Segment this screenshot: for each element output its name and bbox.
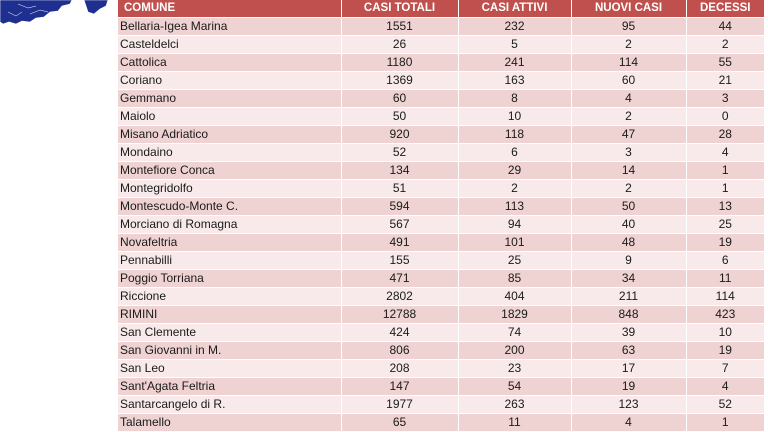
cell-nuovi-casi: 4 (571, 413, 686, 431)
cell-decessi: 1 (686, 161, 764, 179)
cell-decessi: 114 (686, 287, 764, 305)
cell-decessi: 4 (686, 143, 764, 161)
table-row (118, 17, 764, 35)
table-header (118, 0, 764, 17)
cell-casi-totali: 147 (341, 377, 458, 395)
cell-casi-attivi: 1829 (458, 305, 571, 323)
cell-nuovi-casi: 211 (571, 287, 686, 305)
cell-casi-totali: 155 (341, 251, 458, 269)
cell-nuovi-casi: 50 (571, 197, 686, 215)
cell-casi-totali: 1977 (341, 395, 458, 413)
cell-comune: Montegridolfo (118, 179, 341, 197)
table-row (118, 143, 764, 161)
cell-nuovi-casi: 39 (571, 323, 686, 341)
cell-casi-totali: 1369 (341, 71, 458, 89)
cell-decessi: 4 (686, 377, 764, 395)
cell-casi-attivi: 263 (458, 395, 571, 413)
table-row (118, 107, 764, 125)
cell-decessi: 52 (686, 395, 764, 413)
cell-casi-attivi: 118 (458, 125, 571, 143)
cell-casi-totali: 471 (341, 269, 458, 287)
cell-nuovi-casi: 63 (571, 341, 686, 359)
cell-nuovi-casi: 17 (571, 359, 686, 377)
header-decessi: DECESSI (686, 0, 764, 17)
cell-decessi: 21 (686, 71, 764, 89)
cell-casi-totali: 50 (341, 107, 458, 125)
cell-comune: Talamello (118, 413, 341, 431)
table-row (118, 305, 764, 323)
table-row (118, 161, 764, 179)
cell-comune: Novafeltria (118, 233, 341, 251)
cell-comune: Coriano (118, 71, 341, 89)
covid-cases-table (118, 0, 764, 432)
cell-comune: Santarcangelo di R. (118, 395, 341, 413)
cell-decessi: 28 (686, 125, 764, 143)
cell-casi-attivi: 94 (458, 215, 571, 233)
cell-comune: Bellaria-Igea Marina (118, 17, 341, 35)
cell-nuovi-casi: 2 (571, 107, 686, 125)
cell-comune: Poggio Torriana (118, 269, 341, 287)
cell-casi-attivi: 6 (458, 143, 571, 161)
cell-nuovi-casi: 34 (571, 269, 686, 287)
cell-decessi: 19 (686, 233, 764, 251)
cell-casi-attivi: 163 (458, 71, 571, 89)
table-row (118, 35, 764, 53)
table-row (118, 413, 764, 431)
cell-casi-totali: 12788 (341, 305, 458, 323)
cell-comune: RIMINI (118, 305, 341, 323)
cell-comune: Morciano di Romagna (118, 215, 341, 233)
table-row (118, 341, 764, 359)
cell-decessi: 423 (686, 305, 764, 323)
cell-casi-totali: 26 (341, 35, 458, 53)
cell-casi-totali: 594 (341, 197, 458, 215)
cell-nuovi-casi: 2 (571, 35, 686, 53)
cell-comune: Maiolo (118, 107, 341, 125)
cell-decessi: 6 (686, 251, 764, 269)
table-row (118, 179, 764, 197)
header-nuovi-casi: NUOVI CASI (571, 0, 686, 17)
table-row (118, 233, 764, 251)
table-row (118, 377, 764, 395)
cell-decessi: 25 (686, 215, 764, 233)
cell-casi-attivi: 101 (458, 233, 571, 251)
table-row (118, 323, 764, 341)
cell-casi-totali: 208 (341, 359, 458, 377)
cell-casi-attivi: 54 (458, 377, 571, 395)
cell-nuovi-casi: 114 (571, 53, 686, 71)
cell-comune: Montefiore Conca (118, 161, 341, 179)
cell-casi-totali: 424 (341, 323, 458, 341)
cell-nuovi-casi: 60 (571, 71, 686, 89)
cell-casi-attivi: 404 (458, 287, 571, 305)
cell-comune: Casteldelci (118, 35, 341, 53)
cell-casi-attivi: 25 (458, 251, 571, 269)
cell-comune: Misano Adriatico (118, 125, 341, 143)
cell-decessi: 1 (686, 413, 764, 431)
cell-casi-totali: 567 (341, 215, 458, 233)
cell-decessi: 44 (686, 17, 764, 35)
cell-casi-totali: 2802 (341, 287, 458, 305)
cell-comune: Riccione (118, 287, 341, 305)
table-row (118, 71, 764, 89)
cell-casi-totali: 920 (341, 125, 458, 143)
table-row (118, 53, 764, 71)
cell-decessi: 55 (686, 53, 764, 71)
cell-casi-totali: 65 (341, 413, 458, 431)
cell-decessi: 1 (686, 179, 764, 197)
cell-nuovi-casi: 9 (571, 251, 686, 269)
header-row (118, 0, 764, 17)
header-casi-totali: CASI TOTALI (341, 0, 458, 17)
cell-nuovi-casi: 3 (571, 143, 686, 161)
cell-casi-attivi: 29 (458, 161, 571, 179)
cell-casi-attivi: 23 (458, 359, 571, 377)
cell-casi-totali: 51 (341, 179, 458, 197)
table-row (118, 89, 764, 107)
cell-casi-attivi: 85 (458, 269, 571, 287)
cell-nuovi-casi: 14 (571, 161, 686, 179)
table-row (118, 125, 764, 143)
cell-decessi: 11 (686, 269, 764, 287)
cell-decessi: 19 (686, 341, 764, 359)
cell-casi-attivi: 8 (458, 89, 571, 107)
cell-casi-totali: 1551 (341, 17, 458, 35)
cell-casi-attivi: 200 (458, 341, 571, 359)
header-comune: COMUNE (118, 0, 341, 17)
cell-decessi: 10 (686, 323, 764, 341)
table-row (118, 215, 764, 233)
cell-casi-totali: 491 (341, 233, 458, 251)
cell-casi-attivi: 10 (458, 107, 571, 125)
cell-casi-totali: 60 (341, 89, 458, 107)
cell-decessi: 7 (686, 359, 764, 377)
table-row (118, 287, 764, 305)
table-row (118, 269, 764, 287)
province-map-icon (0, 0, 112, 36)
header-casi-attivi: CASI ATTIVI (458, 0, 571, 17)
cell-comune: Cattolica (118, 53, 341, 71)
cell-nuovi-casi: 848 (571, 305, 686, 323)
cell-nuovi-casi: 19 (571, 377, 686, 395)
cell-nuovi-casi: 123 (571, 395, 686, 413)
cell-nuovi-casi: 95 (571, 17, 686, 35)
cell-decessi: 13 (686, 197, 764, 215)
cell-comune: Montescudo-Monte C. (118, 197, 341, 215)
cell-nuovi-casi: 48 (571, 233, 686, 251)
cell-nuovi-casi: 4 (571, 89, 686, 107)
cell-casi-totali: 52 (341, 143, 458, 161)
cell-decessi: 2 (686, 35, 764, 53)
cell-comune: San Leo (118, 359, 341, 377)
cell-comune: Gemmano (118, 89, 341, 107)
cases-table (118, 0, 764, 432)
cell-casi-totali: 134 (341, 161, 458, 179)
cell-casi-totali: 1180 (341, 53, 458, 71)
table-row (118, 359, 764, 377)
cell-decessi: 3 (686, 89, 764, 107)
cell-casi-totali: 806 (341, 341, 458, 359)
cell-comune: San Giovanni in M. (118, 341, 341, 359)
cell-comune: Sant'Agata Feltria (118, 377, 341, 395)
table-row (118, 251, 764, 269)
cell-casi-attivi: 5 (458, 35, 571, 53)
cell-decessi: 0 (686, 107, 764, 125)
cell-comune: Pennabilli (118, 251, 341, 269)
cell-casi-attivi: 232 (458, 17, 571, 35)
table-row (118, 197, 764, 215)
table-row (118, 395, 764, 413)
cell-casi-attivi: 113 (458, 197, 571, 215)
cell-nuovi-casi: 40 (571, 215, 686, 233)
cell-comune: Mondaino (118, 143, 341, 161)
cell-comune: San Clemente (118, 323, 341, 341)
cell-nuovi-casi: 47 (571, 125, 686, 143)
cell-casi-attivi: 2 (458, 179, 571, 197)
cell-casi-attivi: 241 (458, 53, 571, 71)
cell-casi-attivi: 11 (458, 413, 571, 431)
table-body (118, 17, 764, 431)
cell-nuovi-casi: 2 (571, 179, 686, 197)
cell-casi-attivi: 74 (458, 323, 571, 341)
